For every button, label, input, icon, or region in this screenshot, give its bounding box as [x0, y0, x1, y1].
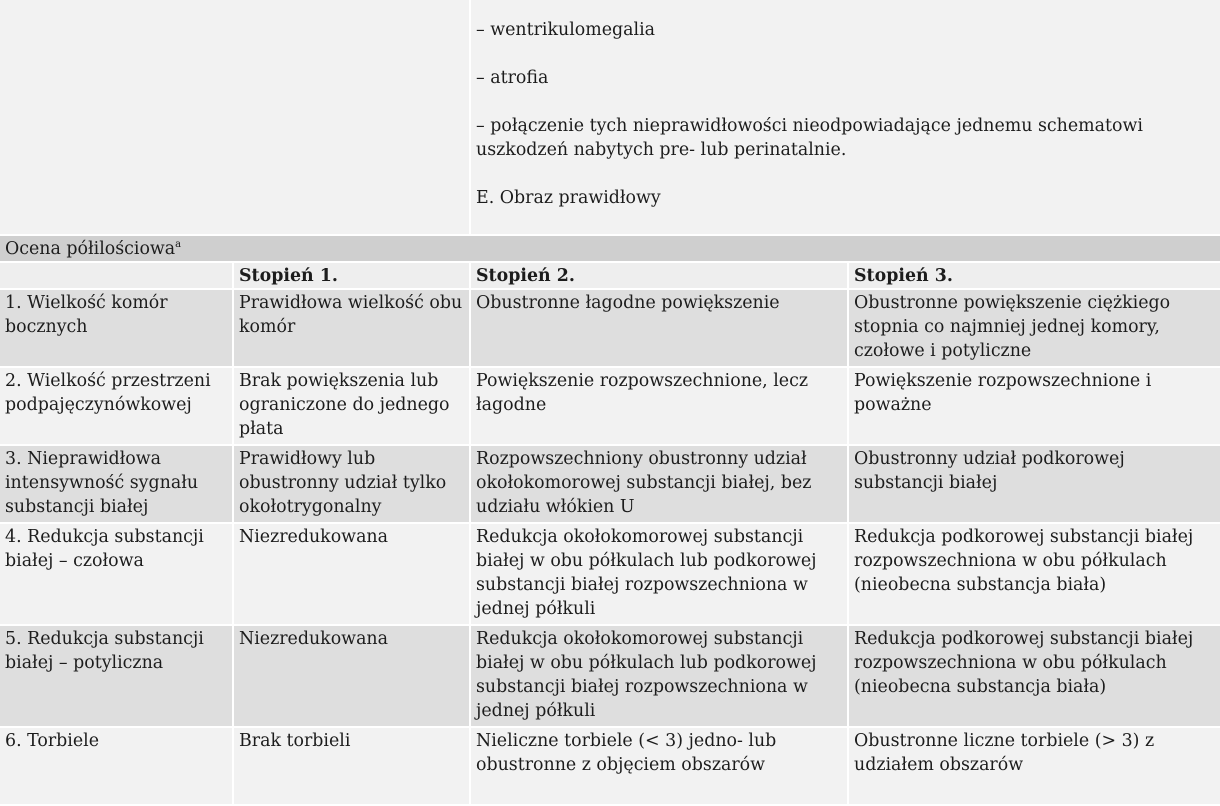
- grade1-cell: Niezredukowana: [233, 625, 470, 727]
- grade3-cell: Powiększenie rozpowszechnione i poważne: [848, 367, 1220, 445]
- grade3-cell: Obustronne liczne torbiele (> 3) z udziałem obszarów: [848, 727, 1220, 805]
- footnote-mark: a: [175, 239, 182, 251]
- grade1-cell: Prawidłowa wielkość obu komór: [233, 289, 470, 367]
- grade2-cell: Redukcja okołokomorowej substancji białej w obu półkulach lub podkorowej substancji białej rozpowszechniona w jednej półkuli: [470, 625, 848, 727]
- feature-cell: 2. Wielkość przestrzeni podpajęczynówkowej: [0, 367, 233, 445]
- section-row: [0, 235, 1220, 262]
- grade2-cell: Redukcja okołokomorowej substancji białej w obu półkulach lub podkorowej substancji białej rozpowszechniona w jednej półkuli: [470, 523, 848, 625]
- table-row: [0, 289, 1220, 367]
- table-row: [0, 523, 1220, 625]
- top-line-4: E. Obraz prawidłowy: [476, 188, 661, 208]
- top-text-row: [0, 0, 1220, 235]
- header-col-grade1: Stopień 1.: [233, 262, 470, 289]
- header-col-grade3: Stopień 3.: [848, 262, 1220, 289]
- table-row: [0, 727, 1220, 805]
- section-title-text: Ocena półilościowa: [5, 239, 176, 259]
- grade2-cell: Obustronne łagodne powiększenie: [470, 289, 848, 367]
- feature-cell: 3. Nieprawidłowa intensywność sygnału substancji białej: [0, 445, 233, 523]
- header-col-feature: [0, 262, 233, 289]
- table-row: [0, 445, 1220, 523]
- grade3-cell: Obustronne powiększenie ciężkiego stopnia co najmniej jednej komory, czołowe i potyliczne: [848, 289, 1220, 367]
- grade3-cell: Redukcja podkorowej substancji białej rozpowszechniona w obu półkulach (nieobecna substancja biała): [848, 625, 1220, 727]
- grade1-cell: Niezredukowana: [233, 523, 470, 625]
- top-line-3: – połączenie tych nieprawidłowości nieodpowiadające jednemu schematowi uszkodzeń nabytych pre- lub perinatalnie.: [476, 116, 1143, 160]
- header-col-grade2: Stopień 2.: [470, 262, 848, 289]
- grade1-cell: Prawidłowy lub obustronny udział tylko okołotrygonalny: [233, 445, 470, 523]
- grade2-cell: Powiększenie rozpowszechnione, lecz łagodne: [470, 367, 848, 445]
- header-row: [0, 262, 1220, 289]
- grade1-cell: Brak powiększenia lub ograniczone do jednego płata: [233, 367, 470, 445]
- top-line-2: – atrofia: [476, 68, 549, 88]
- grade3-cell: Redukcja podkorowej substancji białej rozpowszechniona w obu półkulach (nieobecna substancja biała): [848, 523, 1220, 625]
- grade2-cell: Rozpowszechniony obustronny udział okołokomorowej substancji białej, bez udziału włókien U: [470, 445, 848, 523]
- grade3-cell: Obustronny udział podkorowej substancji białej: [848, 445, 1220, 523]
- top-left-cell: [0, 0, 470, 235]
- feature-cell: 4. Redukcja substancji białej – czołowa: [0, 523, 233, 625]
- top-text-cell: [470, 0, 1220, 235]
- section-title: [0, 235, 1220, 262]
- table-row: [0, 367, 1220, 445]
- feature-cell: 5. Redukcja substancji białej – potyliczna: [0, 625, 233, 727]
- grade1-cell: Brak torbieli: [233, 727, 470, 805]
- grade2-cell: Nieliczne torbiele (< 3) jedno- lub obustronne z objęciem obszarów: [470, 727, 848, 805]
- feature-cell: 6. Torbiele: [0, 727, 233, 805]
- top-line-1: – wentrikulomegalia: [476, 20, 656, 40]
- feature-cell: 1. Wielkość komór bocznych: [0, 289, 233, 367]
- table-row: [0, 625, 1220, 727]
